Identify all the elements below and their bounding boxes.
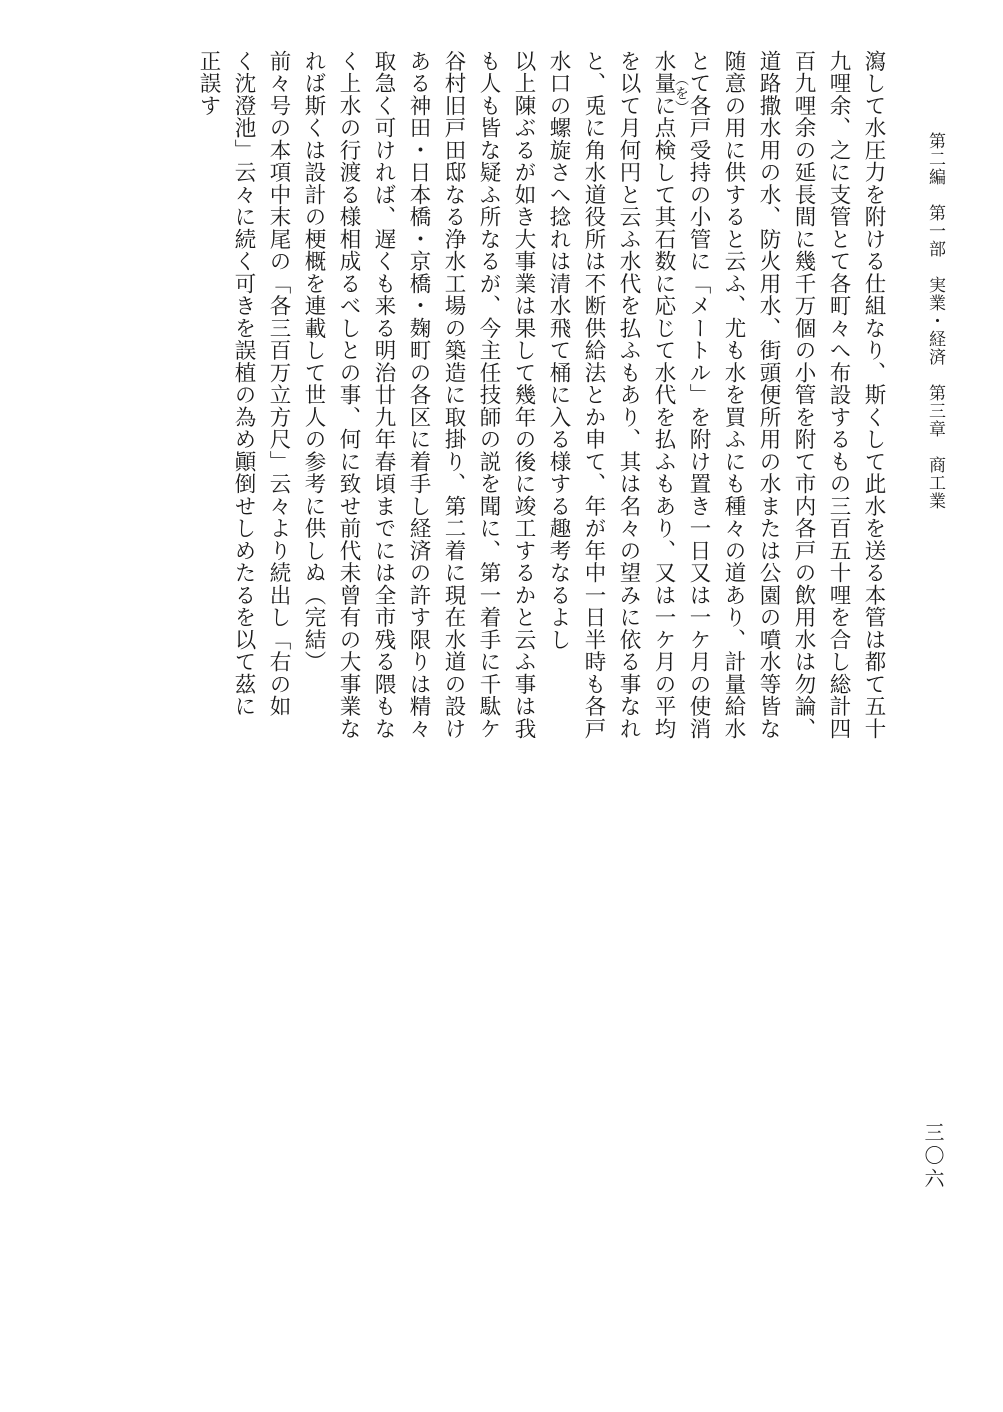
text-line: く上水の行渡る様相成るべしとの事、何に致せ前代未曾有の大事業な [336,50,361,740]
text-line: 百九哩余の延長間に幾千万個の小管を附て市内各戸の飲用水は勿論、 [791,50,816,740]
text-line: 以上陳ぶるが如き大事業は果して幾年の後に竣工するかと云ふ事は我 [511,50,536,740]
text-line: 前々号の本項中末尾の「各三百万立方尺」云々より続出し「右の如 [266,50,291,718]
text-line: 瀉して水圧力を附ける仕組なり、斯くして此水を送る本管は都て五十 [861,50,886,740]
page-number: 三〇六 [921,1122,945,1191]
text-line: を以て月何円と云ふ水代を払ふもあり、其は名々の望みに依る事なれ [616,50,641,740]
text-line: く沈澄池」云々に続く可きを誤植の為め顚倒せしめたるを以て茲に [231,50,256,718]
text-line: 水量に点検して其石数に応じて水代を払ふもあり、又は一ケ月の平均 [651,50,676,740]
text-line: とて各戸受持の小管に「メートル」を附け置き一日又は一ケ月の使消 [686,50,711,740]
text-line: 道路撒水用の水、防火用水、街頭便所用の水または公園の噴水等皆な [756,50,781,740]
body-text [191,50,891,740]
ruby-annotation: （を） [673,72,689,114]
text-line: 谷村旧戸田邸なる浄水工場の築造に取掛り、第二着に現在水道の設け [441,50,466,740]
text-line: 正誤す [196,50,221,117]
text-line: も人も皆な疑ふ所なるが、今主任技師の説を聞に、第一着手に千駄ケ [476,50,501,740]
text-line: と、兎に角水道役所は不断供給法とか申て、年が年中一日半時も各戸 [581,50,606,740]
text-line: 取急く可ければ、遅くも来る明治廿九年春頃までには全市残る隈もな [371,50,396,740]
text-line: 九哩余、之に支管とて各町々へ布設するもの三百五十哩を合し総計四 [826,50,851,740]
text-line: 随意の用に供すると云ふ、尤も水を買ふにも種々の道あり、計量給水 [721,50,746,740]
running-head: 第二編 第一部 実業・経済 第三章 商工業 [925,132,945,510]
text-line: れば斯くは設計の梗概を連載して世人の参考に供しぬ（完結） [301,50,326,673]
text-line: ある神田・日本橋・京橋・麹町の各区に着手し経済の許す限りは精々 [406,50,431,740]
text-line: 水口の螺旋さへ捻れは清水飛て桶に入る様する趣考なるよし [546,50,571,651]
